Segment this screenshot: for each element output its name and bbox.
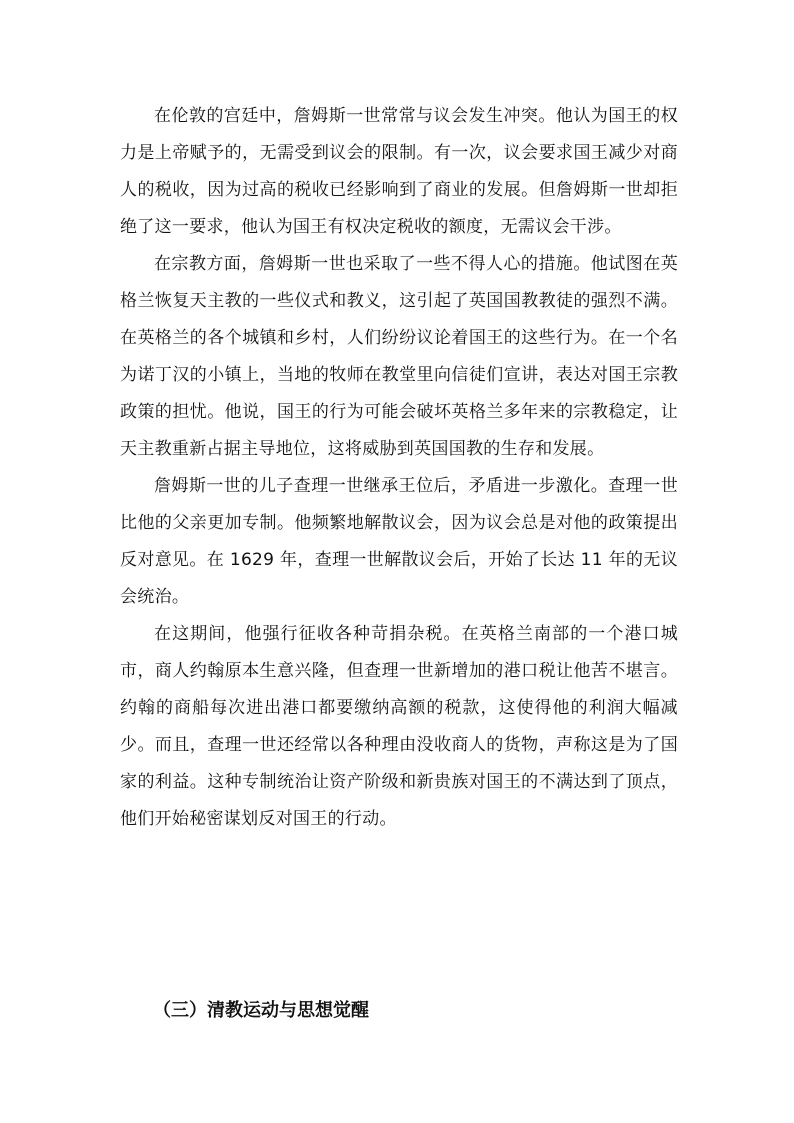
- section-heading: （三）清教运动与思想觉醒: [153, 1000, 369, 1021]
- paragraph-4: 在这期间，他强行征收各种苛捐杂税。在英格兰南部的一个港口城市，商人约翰原本生意兴隆，但查理一世新增加的港口税让他苦不堪言。约翰的商船每次进出港口都要缴纳高额的税款，这使得他的利润大幅减少。而且，查理一世还经常以各种理由没收商人的货物，声称这是为了国家的利益。这种专制统治让资产阶级和新贵族对国王的不满达到了顶点，他们开始秘密谋划反对国王的行动。: [120, 624, 678, 829]
- paragraph-3: 詹姆斯一世的儿子查理一世继承王位后，矛盾进一步激化。查理一世比他的父亲更加专制。他频繁地解散议会，因为议会总是对他的政策提出反对意见。在 1629 年，查理一世解散议会后，开始了长达 11 年的无议会统治。: [120, 476, 678, 607]
- paragraph-1: 在伦敦的宫廷中，詹姆斯一世常常与议会发生冲突。他认为国王的权力是上帝赋予的，无需受到议会的限制。有一次，议会要求国王减少对商人的税收，因为过高的税收已经影响到了商业的发展。但詹姆斯一世却拒绝了这一要求，他认为国王有权决定税收的额度，无需议会干涉。: [120, 106, 678, 237]
- body-text: [120, 98, 678, 838]
- paragraph-2: 在宗教方面，詹姆斯一世也采取了一些不得人心的措施。他试图在英格兰恢复天主教的一些仪式和教义，这引起了英国国教教徒的强烈不满。在英格兰的各个城镇和乡村，人们纷纷议论着国王的这些行为。在一个名为诺丁汉的小镇上，当地的牧师在教堂里向信徒们宣讲，表达对国王宗教政策的担忧。他说，国王的行为可能会破坏英格兰多年来的宗教稳定，让天主教重新占据主导地位，这将威胁到英国国教的生存和发展。: [120, 254, 678, 459]
